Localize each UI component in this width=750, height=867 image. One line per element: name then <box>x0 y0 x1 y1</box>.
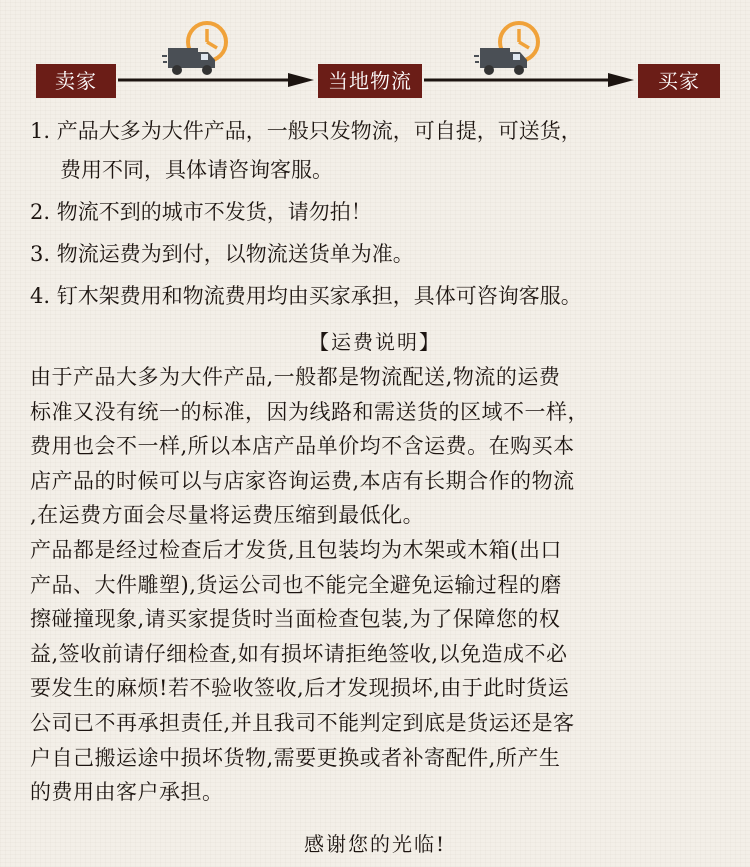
freight-line: 公司已不再承担责任,并且我司不能判定到底是货运还是客 <box>30 710 575 735</box>
freight-line: 店产品的时候可以与店家咨询运费,本店有长期合作的物流 <box>30 468 575 493</box>
freight-line: 费用也会不一样,所以本店产品单价均不含运费。在购买本 <box>30 434 575 459</box>
freight-line: 产品都是经过检查后才发货,且包装均为木架或木箱(出口 <box>30 537 562 562</box>
policy-item-4: 4. 钉木架费用和物流费用均由买家承担，具体可咨询客服。 <box>30 284 582 308</box>
arrow-right-icon <box>424 70 636 90</box>
freight-line: 的费用由客户承担。 <box>30 780 224 805</box>
buyer-box: 买家 <box>638 64 720 98</box>
arrow-right-icon <box>118 70 316 90</box>
local-logistics-box: 当地物流 <box>318 64 422 98</box>
freight-line: ,在运费方面会尽量将运费压缩到最低化。 <box>30 503 425 528</box>
freight-line: 擦碰撞现象,请买家提货时当面检查包装,为了保障您的权 <box>30 607 561 632</box>
freight-line: 由于产品大多为大件产品,一般都是物流配送,物流的运费 <box>30 365 561 389</box>
freight-line: 产品、大件雕塑),货运公司也不能完全避免运输过程的磨 <box>30 572 562 597</box>
freight-text <box>30 360 745 810</box>
policy-list <box>30 112 745 316</box>
policy-item-3: 3. 物流运费为到付，以物流送货单为准。 <box>30 242 414 266</box>
thanks-text: 感谢您的光临! <box>303 832 447 856</box>
freight-line: 标准又没有统一的标准，因为线路和需送货的区域不一样， <box>30 399 589 424</box>
shipping-flow <box>0 0 750 110</box>
policy-item-2: 2. 物流不到的城市不发货，请勿拍！ <box>30 200 372 224</box>
freight-heading: 【运费说明】 <box>309 330 441 354</box>
freight-line: 户自己搬运途中损坏货物,需要更换或者补寄配件,所产生 <box>30 745 561 770</box>
freight-line: 益,签收前请仔细检查,如有损坏请拒绝签收,以免造成不必 <box>30 641 568 666</box>
seller-box: 卖家 <box>36 64 116 98</box>
freight-line: 要发生的麻烦!若不验收签收,后才发现损坏,由于此时货运 <box>30 676 570 701</box>
policy-item-1: 1. 产品大多为大件产品，一般只发物流，可自提，可送货， <box>30 119 582 143</box>
policy-item-1-continued: 费用不同，具体请咨询客服。 <box>60 158 333 182</box>
